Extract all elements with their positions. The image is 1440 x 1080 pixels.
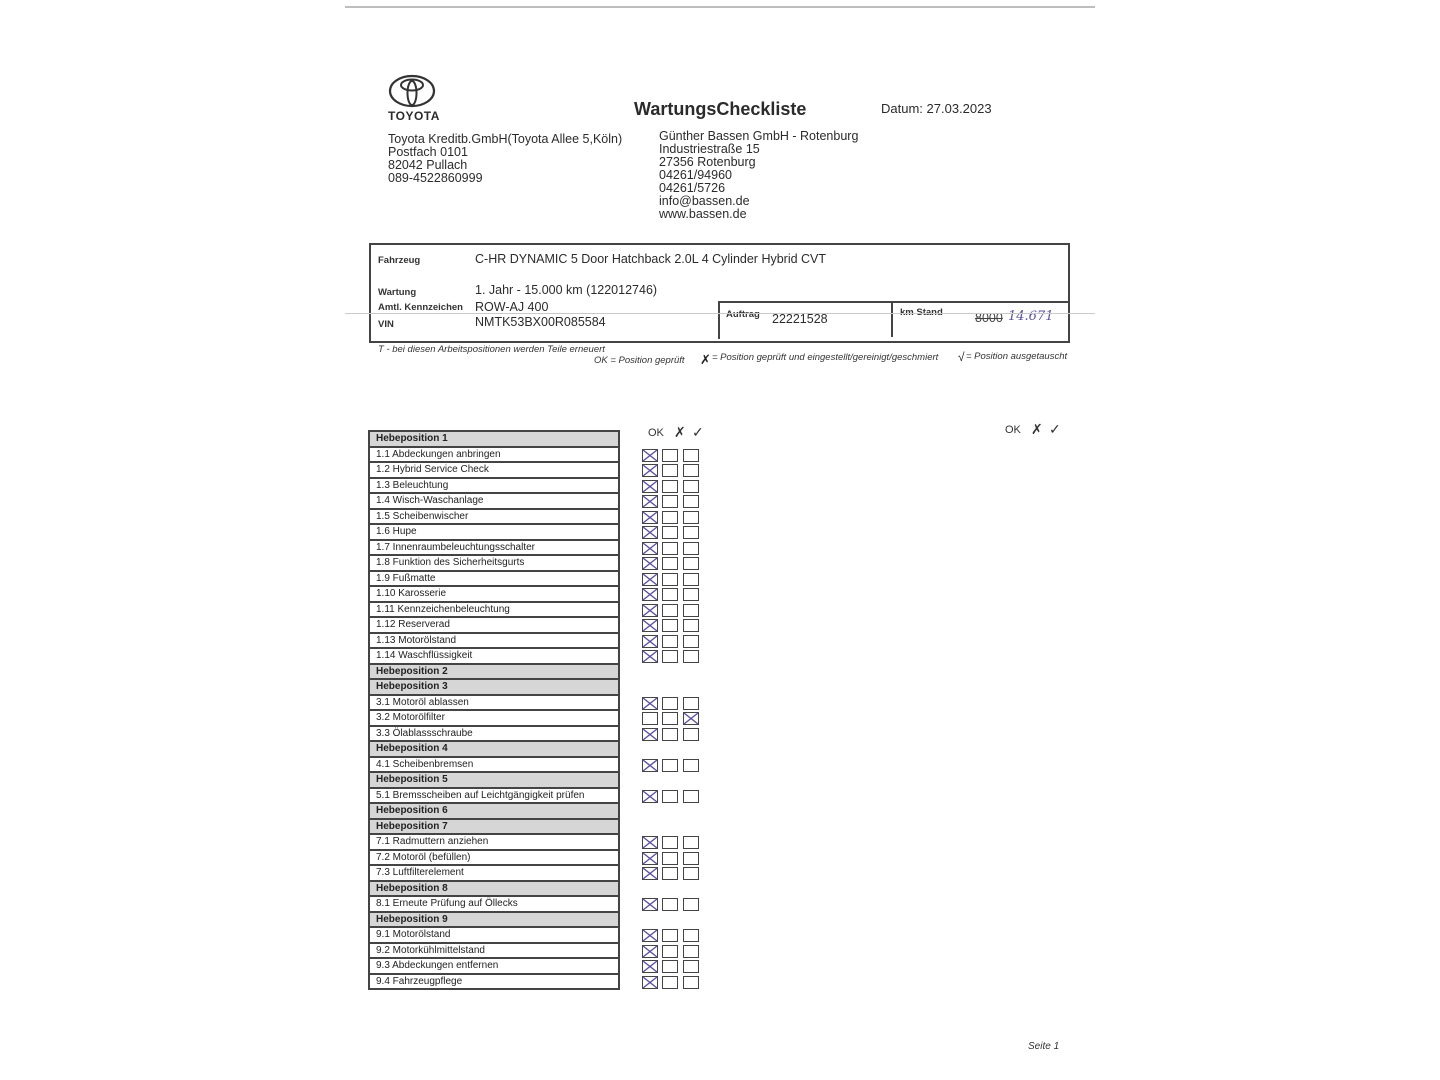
address-right-line: info@bassen.de — [659, 194, 750, 208]
table-row: 1.13 Motorölstand — [370, 634, 618, 650]
checkbox-ok[interactable] — [642, 867, 658, 880]
checkbox-ok[interactable] — [642, 449, 658, 462]
table-row: 1.11 Kennzeichenbeleuchtung — [370, 603, 618, 619]
col-header-x: ✗ — [674, 424, 686, 440]
checkbox-check[interactable] — [683, 976, 699, 989]
checkbox-x[interactable] — [662, 573, 678, 586]
table-row: 1.14 Waschflüssigkeit — [370, 649, 618, 665]
table-row: 9.2 Motorkühlmittelstand — [370, 944, 618, 960]
address-left-line: 82042 Pullach — [388, 158, 468, 172]
table-row: 9.1 Motorölstand — [370, 928, 618, 944]
section-header: Hebeposition 6 — [370, 804, 618, 820]
checkbox-x[interactable] — [662, 635, 678, 648]
logo-text: TOYOTA — [388, 109, 440, 123]
checkbox-x[interactable] — [662, 588, 678, 601]
checkbox-ok[interactable] — [642, 480, 658, 493]
table-row: 1.5 Scheibenwischer — [370, 510, 618, 526]
table-row: 5.1 Bremsscheiben auf Leichtgängigkeit prüfen — [370, 789, 618, 805]
table-row: 1.4 Wisch-Waschanlage — [370, 494, 618, 510]
checkbox-check[interactable] — [683, 836, 699, 849]
checkbox-x[interactable] — [662, 712, 678, 725]
checkbox-check[interactable] — [683, 464, 699, 477]
wartung-value: 1. Jahr - 15.000 km (122012746) — [475, 283, 658, 297]
address-right-line: 04261/5726 — [659, 181, 726, 195]
checkbox-check[interactable] — [683, 542, 699, 555]
checkbox-check[interactable] — [683, 604, 699, 617]
address-right-line: Günther Bassen GmbH - Rotenburg — [659, 129, 859, 143]
checkbox-x[interactable] — [662, 790, 678, 803]
checkbox-ok[interactable] — [642, 573, 658, 586]
table-row: 3.3 Ölablassschraube — [370, 727, 618, 743]
checkbox-x[interactable] — [662, 526, 678, 539]
address-right-line: www.bassen.de — [659, 207, 747, 221]
checkbox-check[interactable] — [683, 852, 699, 865]
table-row: 1.12 Reserverad — [370, 618, 618, 634]
table-row: 1.9 Fußmatte — [370, 572, 618, 588]
table-row: 8.1 Erneute Prüfung auf Öllecks — [370, 897, 618, 913]
checkbox-check[interactable] — [683, 480, 699, 493]
checkbox-x[interactable] — [662, 728, 678, 741]
fahrzeug-value: C-HR DYNAMIC 5 Door Hatchback 2.0L 4 Cylinder Hybrid CVT — [475, 252, 827, 266]
checkbox-check[interactable] — [683, 511, 699, 524]
checkbox-check[interactable] — [683, 728, 699, 741]
address-left-line: Postfach 0101 — [388, 145, 468, 159]
checkbox-check[interactable] — [683, 573, 699, 586]
vin-label: VIN — [378, 319, 394, 330]
auftrag-label: Auftrag — [726, 309, 760, 320]
auftrag-value: 22221528 — [772, 312, 828, 326]
col-header-ok-right: OK — [1005, 424, 1021, 436]
table-row: 4.1 Scheibenbremsen — [370, 758, 618, 774]
legend-check: = Position ausgetauscht — [966, 351, 1068, 362]
table-row: 9.3 Abdeckungen entfernen — [370, 959, 618, 975]
checklist-table — [368, 430, 620, 990]
fahrzeug-label: Fahrzeug — [378, 255, 421, 266]
date-label: Datum: 27.03.2023 — [881, 101, 992, 116]
checkbox-ok[interactable] — [642, 557, 658, 570]
km-stand-struck-value: 8000 — [975, 311, 1003, 325]
checkbox-x[interactable] — [662, 619, 678, 632]
toyota-logo — [388, 74, 444, 123]
checkbox-x[interactable] — [662, 480, 678, 493]
checkbox-x[interactable] — [662, 960, 678, 973]
checkbox-ok[interactable] — [642, 852, 658, 865]
table-row: 1.6 Hupe — [370, 525, 618, 541]
checkbox-x[interactable] — [662, 557, 678, 570]
col-header-check-right: ✓ — [1049, 421, 1061, 437]
table-row: 9.4 Fahrzeugpflege — [370, 975, 618, 991]
checkbox-x[interactable] — [662, 495, 678, 508]
checkbox-x[interactable] — [662, 852, 678, 865]
checkbox-x[interactable] — [662, 759, 678, 772]
col-header-x-right: ✗ — [1031, 421, 1043, 437]
checkbox-check[interactable] — [683, 759, 699, 772]
checkbox-x[interactable] — [662, 976, 678, 989]
legend-ok: OK = Position geprüft — [594, 355, 685, 366]
checkbox-ok[interactable] — [642, 836, 658, 849]
vin-value: NMTK53BX00R085584 — [475, 315, 606, 329]
table-row: 1.10 Karosserie — [370, 587, 618, 603]
address-left-line: 089-4522860999 — [388, 171, 483, 185]
checkbox-ok[interactable] — [642, 464, 658, 477]
table-row: 1.3 Beleuchtung — [370, 479, 618, 495]
checkbox-check[interactable] — [683, 960, 699, 973]
checkbox-ok[interactable] — [642, 526, 658, 539]
checkbox-ok[interactable] — [642, 635, 658, 648]
table-row: 3.2 Motorölfilter — [370, 711, 618, 727]
address-left-line: Toyota Kreditb.GmbH(Toyota Allee 5,Köln) — [388, 132, 623, 146]
address-left — [388, 133, 622, 185]
legend-x: = Position geprüft und eingestellt/gereinigt/geschmiert — [712, 352, 939, 363]
checkbox-x[interactable] — [662, 929, 678, 942]
checkbox-check[interactable] — [683, 945, 699, 958]
checkbox-ok[interactable] — [642, 650, 658, 663]
address-right — [659, 130, 858, 221]
table-row: 1.2 Hybrid Service Check — [370, 463, 618, 479]
address-right-line: Industriestraße 15 — [659, 142, 760, 156]
section-header: Hebeposition 4 — [370, 742, 618, 758]
checkbox-check[interactable] — [683, 929, 699, 942]
checkbox-ok[interactable] — [642, 929, 658, 942]
table-row: 7.1 Radmuttern anziehen — [370, 835, 618, 851]
legend-x-icon: ✗ — [700, 352, 711, 367]
checkbox-ok[interactable] — [642, 588, 658, 601]
wartung-label: Wartung — [378, 287, 417, 298]
checkbox-check[interactable] — [683, 650, 699, 663]
table-row: 7.2 Motoröl (befüllen) — [370, 851, 618, 867]
checkbox-x[interactable] — [662, 542, 678, 555]
legend-parts-renewed: T - bei diesen Arbeitspositionen werden Teile erneuert — [378, 344, 605, 355]
page-title: WartungsCheckliste — [634, 99, 807, 119]
address-right-line: 27356 Rotenburg — [659, 155, 756, 169]
table-row: 7.3 Luftfilterelement — [370, 866, 618, 882]
checkbox-x[interactable] — [662, 650, 678, 663]
toyota-emblem-icon — [388, 74, 436, 108]
checkbox-check[interactable] — [683, 867, 699, 880]
km-stand-handwritten-value: 14.671 — [1008, 309, 1054, 324]
checkbox-x[interactable] — [662, 511, 678, 524]
checkbox-x[interactable] — [662, 898, 678, 911]
checkbox-x[interactable] — [662, 945, 678, 958]
checkbox-check[interactable] — [683, 635, 699, 648]
checkbox-ok[interactable] — [642, 619, 658, 632]
checkbox-ok[interactable] — [642, 697, 658, 710]
kennzeichen-value: ROW-AJ 400 — [475, 300, 549, 314]
checkbox-check[interactable] — [683, 557, 699, 570]
checkbox-ok[interactable] — [642, 511, 658, 524]
top-scan-line — [345, 6, 1095, 8]
section-header: Hebeposition 9 — [370, 913, 618, 929]
checkbox-x[interactable] — [662, 604, 678, 617]
checkbox-ok[interactable] — [642, 976, 658, 989]
checkbox-check[interactable] — [683, 526, 699, 539]
checkbox-check[interactable] — [683, 790, 699, 803]
checkbox-check[interactable] — [683, 619, 699, 632]
col-header-check: ✓ — [692, 424, 704, 440]
checkbox-ok[interactable] — [642, 604, 658, 617]
checkbox-check[interactable] — [683, 712, 699, 725]
section-header: Hebeposition 7 — [370, 820, 618, 836]
checkbox-ok[interactable] — [642, 712, 658, 725]
scan-line — [345, 313, 1095, 314]
checkbox-check[interactable] — [683, 697, 699, 710]
checkbox-x[interactable] — [662, 464, 678, 477]
checkbox-ok[interactable] — [642, 759, 658, 772]
table-row: 1.8 Funktion des Sicherheitsgurts — [370, 556, 618, 572]
checkbox-ok[interactable] — [642, 542, 658, 555]
checkbox-x[interactable] — [662, 836, 678, 849]
page-number: Seite 1 — [1028, 1041, 1060, 1052]
checkbox-ok[interactable] — [642, 790, 658, 803]
checkbox-check[interactable] — [683, 898, 699, 911]
checkbox-x[interactable] — [662, 697, 678, 710]
col-header-ok: OK — [648, 427, 664, 439]
section-header: Hebeposition 8 — [370, 882, 618, 898]
address-right-line: 04261/94960 — [659, 168, 732, 182]
kennzeichen-label: Amtl. Kennzeichen — [378, 302, 463, 313]
section-header: Hebeposition 2 — [370, 665, 618, 681]
checkbox-check[interactable] — [683, 449, 699, 462]
checkbox-x[interactable] — [662, 867, 678, 880]
checkbox-ok[interactable] — [642, 945, 658, 958]
checkbox-check[interactable] — [683, 495, 699, 508]
section-header: Hebeposition 1 — [370, 432, 618, 448]
legend-check-icon: √ — [958, 350, 965, 364]
section-header: Hebeposition 3 — [370, 680, 618, 696]
checkbox-ok[interactable] — [642, 495, 658, 508]
km-stand-label: km Stand — [900, 307, 943, 318]
order-box-divider — [891, 301, 893, 337]
table-row: 3.1 Motoröl ablassen — [370, 696, 618, 712]
checkbox-x[interactable] — [662, 449, 678, 462]
table-row: 1.7 Innenraumbeleuchtungsschalter — [370, 541, 618, 557]
checkbox-check[interactable] — [683, 588, 699, 601]
checkbox-ok[interactable] — [642, 728, 658, 741]
checkbox-ok[interactable] — [642, 898, 658, 911]
section-header: Hebeposition 5 — [370, 773, 618, 789]
checkbox-ok[interactable] — [642, 960, 658, 973]
table-row: 1.1 Abdeckungen anbringen — [370, 448, 618, 464]
